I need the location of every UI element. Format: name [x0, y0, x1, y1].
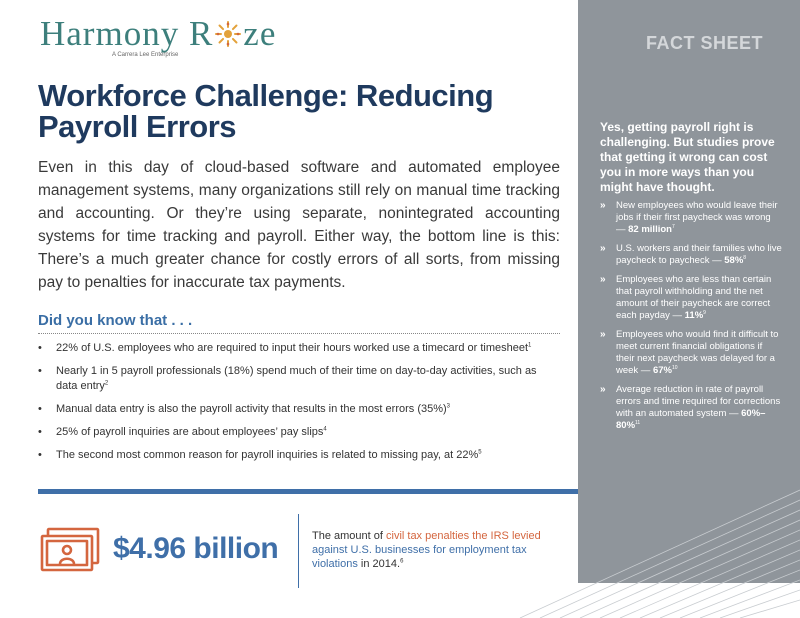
callout-blue-text: against U.S. businesses for employment tax violations	[312, 544, 527, 570]
facts-list	[38, 341, 560, 471]
footnote-marker: 2	[104, 380, 109, 387]
page-title: Workforce Challenge: Reducing Payroll Errors	[38, 78, 494, 144]
footnote-marker: 11	[635, 419, 641, 426]
stat-item	[600, 274, 782, 322]
footnote-marker: 8	[743, 254, 747, 261]
callout-text-part: The amount of	[312, 530, 386, 542]
fact-item	[38, 364, 560, 394]
stat-value: 60%–80%	[616, 408, 766, 431]
intro-paragraph: Even in this day of cloud-based software and automated employee management systems, many organizations still rely on manual time tracking and accounting. Or they’re using separate, nonintegrated accounting systems for time tracking and payroll. Either way, the bottom line is this: There’s a much greater chance for costly errors of all sorts, from missing pay to penalties for inaccurate tax payments.	[38, 159, 560, 291]
footnote-marker: 5	[478, 449, 482, 456]
logo-name-part2: ze	[243, 14, 277, 53]
footnote-marker: 3	[446, 403, 451, 410]
footnote-marker: 6	[400, 558, 404, 565]
company-logo	[40, 14, 277, 58]
stat-value: 11%	[684, 310, 704, 321]
sun-logo-icon	[214, 20, 242, 48]
logo-tagline: A Carrera Lee Enterprise	[112, 52, 179, 58]
panel-intro: Yes, getting payroll right is challenging. But studies prove that getting it wrong can cost you in more ways than you might have thought.	[600, 120, 775, 194]
footnote-marker: 10	[671, 364, 678, 371]
logo-name-part1: Harmony R	[40, 14, 214, 53]
double-arrow-icon: »	[600, 200, 606, 211]
fact-text: Manual data entry is also the payroll activity that results in the most errors (35%)	[56, 403, 447, 415]
stats-list	[600, 200, 782, 439]
fact-text: 25% of payroll inquiries are about employees’ pay slips	[56, 426, 324, 438]
double-arrow-icon: »	[600, 384, 606, 395]
footnote-marker: 7	[671, 223, 675, 230]
money-bill-icon	[40, 527, 100, 573]
double-arrow-icon: »	[600, 274, 606, 285]
stat-text: New employees who would leave their jobs if their first paycheck was wrong —	[616, 200, 778, 235]
double-arrow-icon: »	[600, 329, 606, 340]
did-you-know-heading: Did you know that . . .	[38, 312, 193, 329]
footnote-marker: 4	[323, 426, 327, 433]
double-arrow-icon: »	[600, 243, 606, 254]
fact-item	[38, 341, 560, 356]
fact-text: Nearly 1 in 5 payroll professionals (18%) spend much of their time on day-to-day activities, such as data entry	[56, 365, 537, 392]
stat-text: U.S. workers and their families who live paycheck to paycheck —	[616, 243, 782, 266]
stat-text: Employees who are less than certain that payroll withholding and the net amount of their paycheck are correct each payday —	[616, 274, 772, 321]
callout-text-end: in 2014.	[357, 558, 401, 570]
fact-item	[38, 448, 560, 463]
stat-text: Employees who would find it difficult to meet current financial obligations if their next paycheck was delayed for a week —	[616, 329, 779, 376]
fact-item	[38, 402, 560, 417]
footnote-marker: 9	[703, 309, 706, 316]
stat-item	[600, 243, 782, 267]
bullet-icon: •	[38, 342, 42, 354]
fact-text: The second most common reason for payroll inquiries is related to missing pay, at 22%	[56, 449, 479, 461]
fact-sheet-label: FACT SHEET	[645, 33, 763, 53]
stat-value: 67%	[652, 365, 672, 376]
bullet-icon: •	[38, 426, 42, 438]
stat-item	[600, 384, 782, 432]
stat-value: 82 million	[628, 224, 672, 235]
callout-highlight: civil tax penalties the IRS levied	[386, 530, 541, 542]
fact-text: 22% of U.S. employees who are required to input their hours worked use a timecard or timesheet	[56, 342, 529, 354]
stat-text: Average reduction in rate of payroll errors and time required for corrections with an automated system —	[616, 384, 781, 419]
stat-value: 58%	[724, 255, 744, 266]
footnote-marker: 1	[528, 342, 532, 349]
penalty-amount: $4.96 billion	[113, 532, 279, 565]
fact-item	[38, 425, 560, 440]
stat-item	[600, 329, 782, 377]
vertical-divider	[298, 514, 299, 588]
bullet-icon: •	[38, 403, 42, 415]
decorative-lines	[480, 480, 800, 618]
bullet-icon: •	[38, 449, 42, 461]
dotted-divider	[38, 333, 560, 334]
bullet-icon: •	[38, 365, 42, 377]
stat-item	[600, 200, 782, 236]
